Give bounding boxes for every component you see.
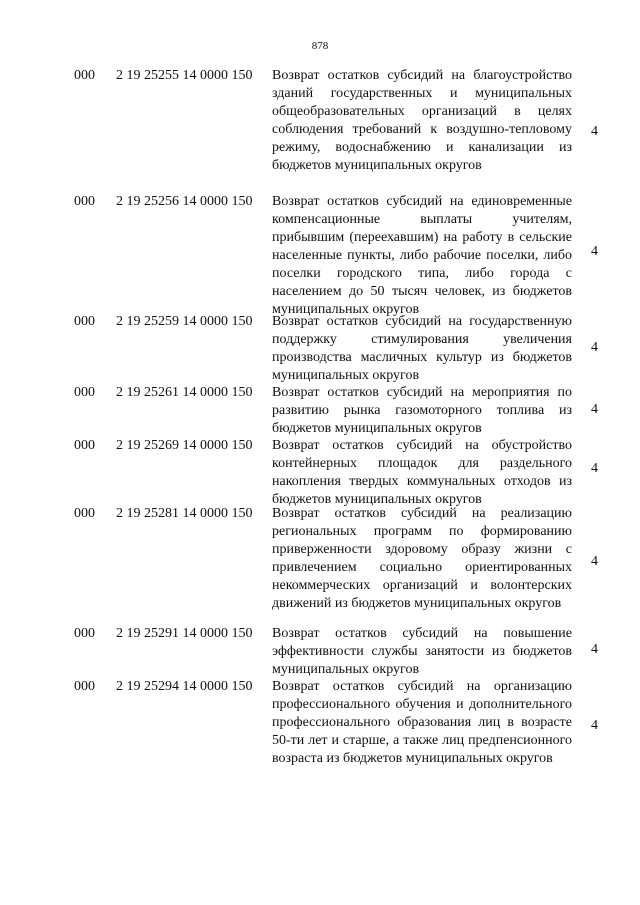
admin-code: 000 <box>74 626 95 641</box>
amount-value: 4 <box>591 461 598 476</box>
amount-value: 4 <box>591 124 598 139</box>
admin-code: 000 <box>74 438 95 453</box>
amount-value: 4 <box>591 244 598 259</box>
budget-classification-code: 2 19 25291 14 0000 150 <box>116 626 253 641</box>
budget-classification-code: 2 19 25261 14 0000 150 <box>116 385 253 400</box>
revenue-description: Возврат остатков субсидий на организацию профессионального обучения и дополнительного профессионального образования лиц в возрасте 50-ти лет и старше, а также лиц предпенсионного возраста из бюджетов муниципальных округов <box>272 679 572 766</box>
amount-value: 4 <box>591 340 598 355</box>
revenue-description: Возврат остатков субсидий на обустройство контейнерных площадок для раздельного накопления твердых коммунальных отходов из бюджетов муниципальных округов <box>272 438 572 507</box>
amount-value: 4 <box>591 718 598 733</box>
budget-classification-code: 2 19 25259 14 0000 150 <box>116 314 253 329</box>
revenue-description: Возврат остатков субсидий на мероприятия по развитию рынка газомоторного топлива из бюджетов муниципальных округов <box>272 385 572 436</box>
budget-classification-code: 2 19 25269 14 0000 150 <box>116 438 253 453</box>
revenue-description: Возврат остатков субсидий на государственную поддержку стимулирования увеличения производства масличных культур из бюджетов муниципальных округов <box>272 314 572 383</box>
admin-code: 000 <box>74 194 95 209</box>
revenue-description: Возврат остатков субсидий на повышение эффективности службы занятости из бюджетов муниципальных округов <box>272 626 572 677</box>
admin-code: 000 <box>74 68 95 83</box>
amount-value: 4 <box>591 642 598 657</box>
admin-code: 000 <box>74 385 95 400</box>
revenue-description: Возврат остатков субсидий на реализацию региональных программ по формированию приверженности здоровому образу жизни с привлечением социально ориентированных некоммерческих организаций и волонтерских движений из бюджетов муниципальных округов <box>272 506 572 611</box>
admin-code: 000 <box>74 506 95 521</box>
admin-code: 000 <box>74 679 95 694</box>
revenue-description: Возврат остатков субсидий на благоустройство зданий государственных и муниципальных общеобразовательных организаций в целях соблюдения требований к воздушно-тепловому режиму, водоснабжению и канализации из бюджетов муниципальных округов <box>272 68 572 173</box>
admin-code: 000 <box>74 314 95 329</box>
revenue-description: Возврат остатков субсидий на единовременные компенсационные выплаты учителям, прибывшим (переехавшим) на работу в сельские населенные пункты, либо рабочие поселки, либо поселки городского типа, либо города с населением до 50 тысяч человек, из бюджетов муниципальных округов <box>272 194 572 317</box>
budget-classification-code: 2 19 25281 14 0000 150 <box>116 506 253 521</box>
budget-classification-code: 2 19 25255 14 0000 150 <box>116 68 253 83</box>
budget-classification-code: 2 19 25256 14 0000 150 <box>116 194 253 209</box>
amount-value: 4 <box>591 554 598 569</box>
page-number: 878 <box>311 40 329 52</box>
amount-value: 4 <box>591 402 598 417</box>
budget-classification-code: 2 19 25294 14 0000 150 <box>116 679 253 694</box>
